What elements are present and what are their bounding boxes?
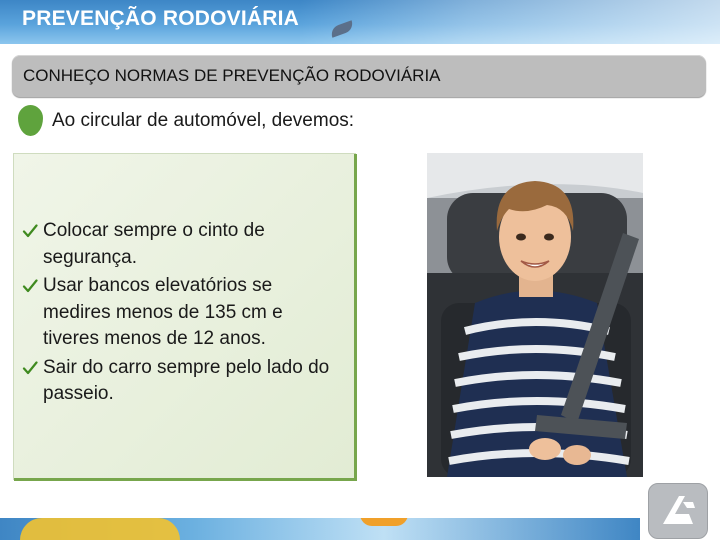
checklist-item (22, 218, 342, 271)
green-bullet-icon (18, 105, 43, 136)
page-title: PREVENÇÃO RODOVIÁRIA (22, 7, 300, 30)
checkmark-icon (22, 278, 38, 294)
checklist-item-label: Sair do carro sempre pelo lado do passeio. (43, 356, 330, 404)
intro-text: Ao circular de automóvel, devemos: (52, 110, 355, 131)
logo-icon (649, 484, 707, 538)
checklist-item-label: Colocar sempre o cinto de segurança. (43, 220, 265, 268)
photo-illustration (427, 153, 643, 477)
header-highlight (300, 0, 720, 44)
checklist-box (14, 154, 357, 481)
child-with-seatbelt-photo (427, 153, 643, 477)
checklist-item (22, 273, 342, 353)
section-title-bar (12, 55, 706, 97)
checklist (22, 218, 342, 410)
checkmark-icon (22, 223, 38, 239)
logo-badge (648, 483, 708, 539)
checklist-item (22, 355, 342, 408)
footer-strip (0, 518, 640, 540)
header-bar (0, 0, 720, 44)
checkmark-icon (22, 360, 38, 376)
footer-decoration-arc (20, 518, 180, 540)
footer-decoration-blob (360, 518, 408, 526)
section-title: CONHEÇO NORMAS DE PREVENÇÃO RODOVIÁRIA (23, 66, 441, 85)
checklist-item-label: Usar bancos elevatórios se medires menos de 135 cm e tiveres menos de 12 anos. (43, 275, 283, 349)
